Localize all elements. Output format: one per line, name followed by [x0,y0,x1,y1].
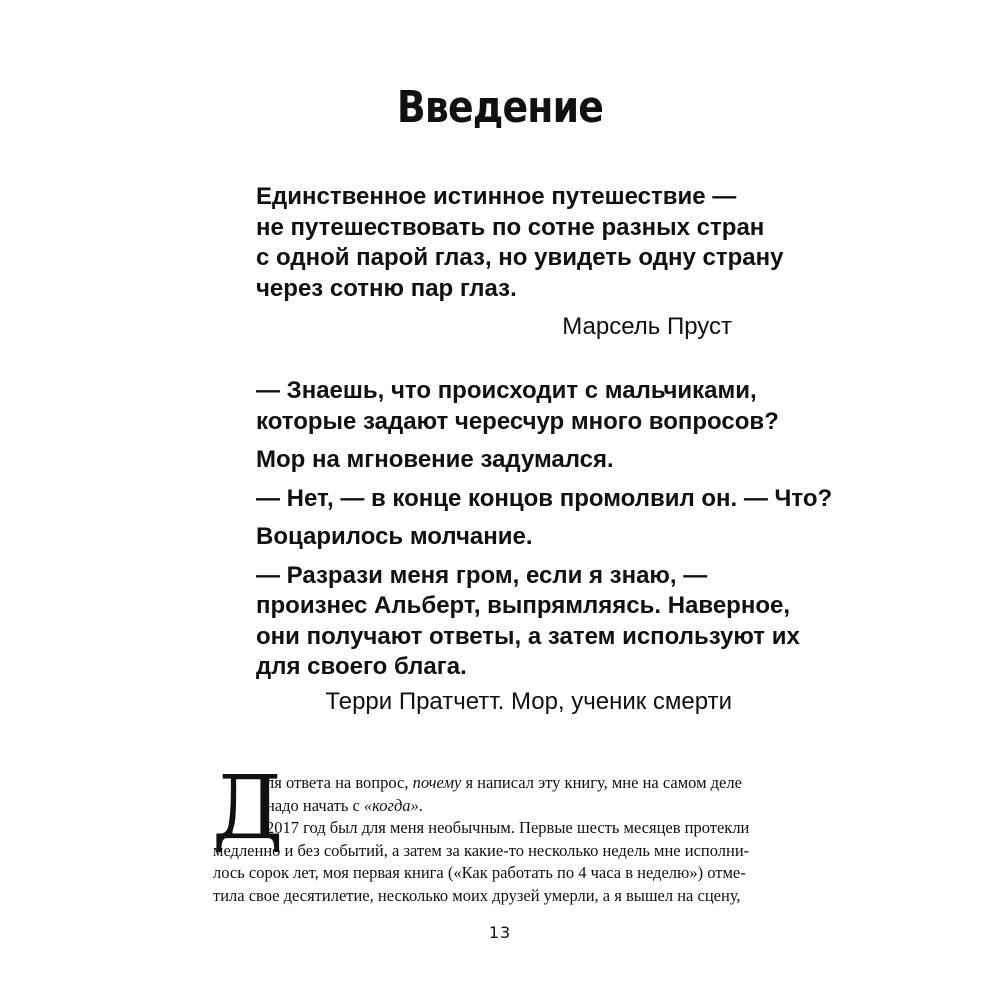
page-number: 13 [488,923,512,942]
text-run: ля ответа на вопрос, [266,773,413,792]
text-run: я написал эту книгу, мне на самом деле [461,773,742,792]
page-title: Введение [396,82,604,133]
emphasis: почему [412,773,462,792]
epigraph-paragraph [256,376,779,437]
text-run: надо начать с [266,795,364,815]
epigraph-paragraph [256,522,732,553]
quote-line: — Нет, — в конце концов промолвил он. — Что? [256,484,833,512]
drop-cap: Д [212,756,284,859]
quote-line: которые задают чересчур много вопросов? [256,407,779,435]
body-line: лось сорок лет, моя первая книга («Как работать по 4 часа в неделю») отме- [213,863,746,882]
epigraph-pratchett [256,376,833,717]
quote-line: Единственное истинное путешествие — [256,183,737,210]
body-line [213,772,775,795]
quote-line: они получают ответы, а затем используют их [256,622,800,650]
body-line: тила свое десятилетие, несколько моих друзей умерли, а я вышел на сцену, [213,885,741,905]
epigraph-paragraph [256,484,833,515]
quote-line: Мор на мгновение задумался. [256,446,614,473]
quote-line: произнес Альберт, выпрямляясь. Наверное, [256,592,791,619]
epigraph-quote [256,182,784,304]
epigraph-paragraph [256,445,732,476]
body-line [213,795,775,818]
quote-line: Воцарилось молчание. [256,523,533,550]
text-run: . [418,795,423,815]
emphasis: «когда» [363,795,419,815]
quote-line: — Знаешь, что происходит с мальчиками, [256,377,757,404]
body-text [213,772,775,907]
quote-line: через сотню пар глаз. [256,274,517,302]
quote-line: не путешествовать по сотне разных стран [256,213,765,241]
epigraph-attribution: Терри Пратчетт. Мор, ученик смерти [325,687,732,715]
epigraph-attribution: Марсель Пруст [562,313,732,340]
quote-line: с одной парой глаз, но увидеть одну страну [256,244,784,271]
epigraph-proust [256,182,784,343]
quote-line: — Разрази меня гром, если я знаю, — [256,561,708,589]
quote-line: для своего блага. [256,653,467,680]
epigraph-paragraph [256,561,800,683]
body-line: медленно и без событий, а затем за какие-то несколько недель мне исполни- [213,840,750,860]
body-line: 2017 год был для меня необычным. Первые шесть месяцев протекли [266,818,750,837]
